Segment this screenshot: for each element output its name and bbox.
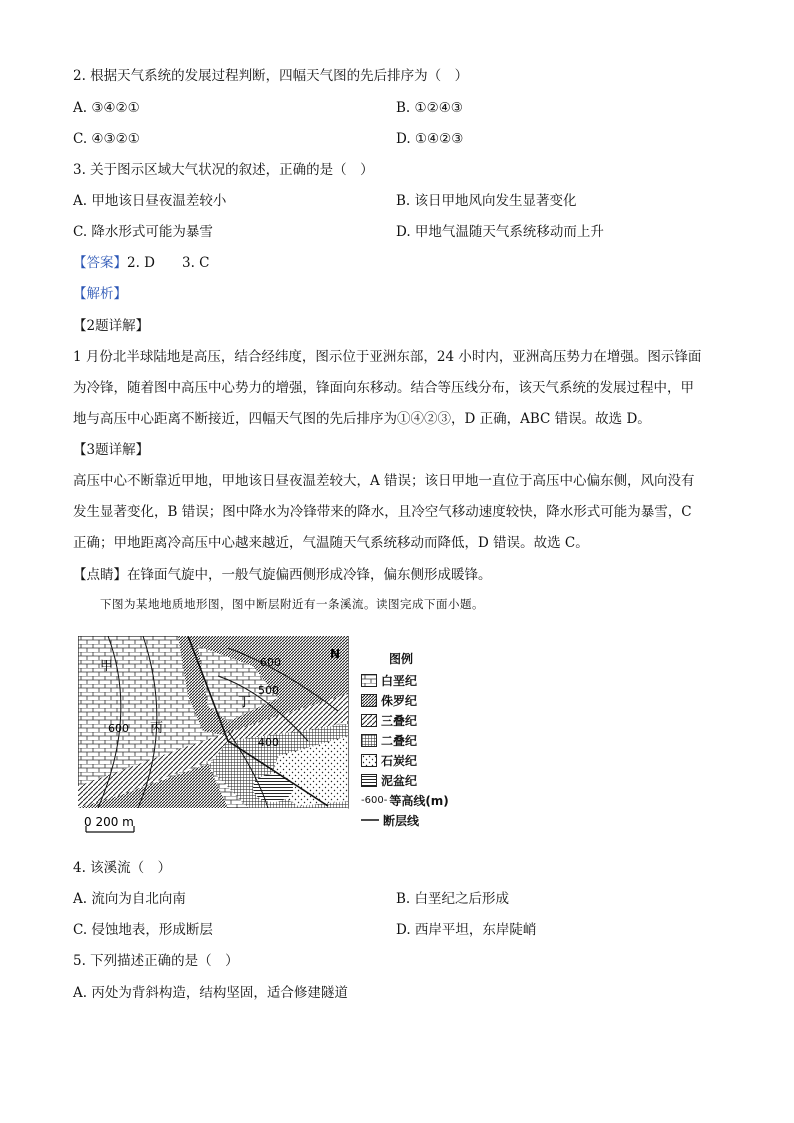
contour-500: 500 <box>258 684 279 697</box>
legend-row-cretaceous: 白垩纪 <box>361 670 449 690</box>
detail3-line-3: 正确；甲地距离冷高压中心越来越近，气温随天气系统移动而降低，D 错误。故选 C。 <box>73 535 589 551</box>
detail2-line-3: 地与高压中心距离不断接近，四幅天气图的先后排序为①④②③，D 正确，ABC 错误。故选 D。 <box>73 411 651 427</box>
q2-option-c: C. ④③②① <box>73 131 140 147</box>
q5-option-a: A. 丙处为背斜构造，结构坚固，适合修建隧道 <box>73 985 348 1001</box>
label-bing: 丙 <box>150 721 164 736</box>
detail3-line-2: 发生显著变化，B 错误；图中降水为冷锋带来的降水，且冷空气移动速度较快，降水形式可能为暴雪，C <box>73 504 692 520</box>
contour-sample: -600- <box>361 794 388 806</box>
dianjing-text: 在锋面气旋中，一般气旋偏西侧形成冷锋，偏东侧形成暖锋。 <box>127 567 492 583</box>
answer-tag: 【答案】 <box>73 255 127 271</box>
q4-option-a: A. 流向为自北向南 <box>73 891 186 907</box>
q2-stem: 2. 根据天气系统的发展过程判断，四幅天气图的先后排序为（ ） <box>73 68 469 84</box>
contour-600-top: 600 <box>260 656 281 669</box>
geological-map <box>78 636 350 840</box>
contour-400: 400 <box>258 736 279 749</box>
detail3-body <box>73 466 723 559</box>
triassic-swatch-icon <box>361 714 377 727</box>
legend-row-devonian: 泥盆纪 <box>361 770 449 790</box>
q2-option-d: D. ①④②③ <box>396 131 464 147</box>
detail2-title: 【2题详解】 <box>73 318 150 334</box>
carboniferous-swatch-icon <box>361 754 377 767</box>
analysis-tag: 【解析】 <box>73 286 127 302</box>
detail2-body <box>73 342 723 435</box>
dianjing-tag: 【点睛】 <box>73 567 127 583</box>
map-intro: 下图为某地地质地形图，图中断层附近有一条溪流。读图完成下面小题。 <box>100 597 484 611</box>
q4-option-c: C. 侵蚀地表，形成断层 <box>73 922 213 938</box>
label-jia: 甲 <box>100 659 114 674</box>
legend-title: 图例 <box>388 652 413 666</box>
detail3-title: 【3题详解】 <box>73 442 150 458</box>
north-arrow: N <box>330 647 341 661</box>
q4-option-d: D. 西岸平坦，东岸陡峭 <box>396 922 537 938</box>
cretaceous-swatch-icon <box>361 674 377 687</box>
legend-row-contour: -600- 等高线(m) <box>361 793 449 808</box>
dianjing-line <box>73 565 492 585</box>
q4-option-b: B. 白垩纪之后形成 <box>396 891 510 907</box>
contour-600-left: 600 <box>108 722 129 735</box>
analysis-line <box>73 284 127 304</box>
detail2-line-2: 为冷锋，随着图中高压中心势力的增强，锋面向东移动。结合等压线分布，该天气系统的发展过程中，甲 <box>73 380 694 396</box>
legend-row-fault: 断层线 <box>361 810 449 830</box>
label-ding: 丁 <box>238 695 252 710</box>
permian-swatch-icon <box>361 734 377 747</box>
detail2-line-1: 1 月份北半球陆地是高压，结合经纬度，图示位于亚洲东部，24 小时内，亚洲高压势力在增强。图示锋面 <box>73 349 702 365</box>
q5-stem: 5. 下列描述正确的是（ ） <box>73 953 239 969</box>
q3-option-c: C. 降水形式可能为暴雪 <box>73 224 213 240</box>
legend-row-carboniferous: 石炭纪 <box>361 750 449 770</box>
q3-option-a: A. 甲地该日昼夜温差较小 <box>73 193 227 209</box>
legend-row-triassic: 三叠纪 <box>361 710 449 730</box>
q4-stem: 4. 该溪流（ ） <box>73 860 172 876</box>
detail3-line-1: 高压中心不断靠近甲地，甲地该日昼夜温差较大，A 错误；该日甲地一直位于高压中心偏东侧，风向没有 <box>73 473 695 489</box>
map-legend <box>361 650 449 830</box>
fault-line-icon <box>361 816 379 824</box>
q2-option-a: A. ③④②① <box>73 100 140 116</box>
answer-text: 2. D 3. C <box>127 255 210 271</box>
devonian-swatch-icon <box>361 774 377 787</box>
q3-stem: 3. 关于图示区域大气状况的叙述，正确的是（ ） <box>73 162 374 178</box>
jurassic-swatch-icon <box>361 694 377 707</box>
legend-row-jurassic: 侏罗纪 <box>361 690 449 710</box>
q2-option-b: B. ①②④③ <box>396 100 463 116</box>
q3-option-b: B. 该日甲地风向发生显著变化 <box>396 193 577 209</box>
scale-label: 0 200 m <box>84 815 134 829</box>
legend-row-permian: 二叠纪 <box>361 730 449 750</box>
q3-option-d: D. 甲地气温随天气系统移动而上升 <box>396 224 604 240</box>
answer-line <box>73 253 210 273</box>
